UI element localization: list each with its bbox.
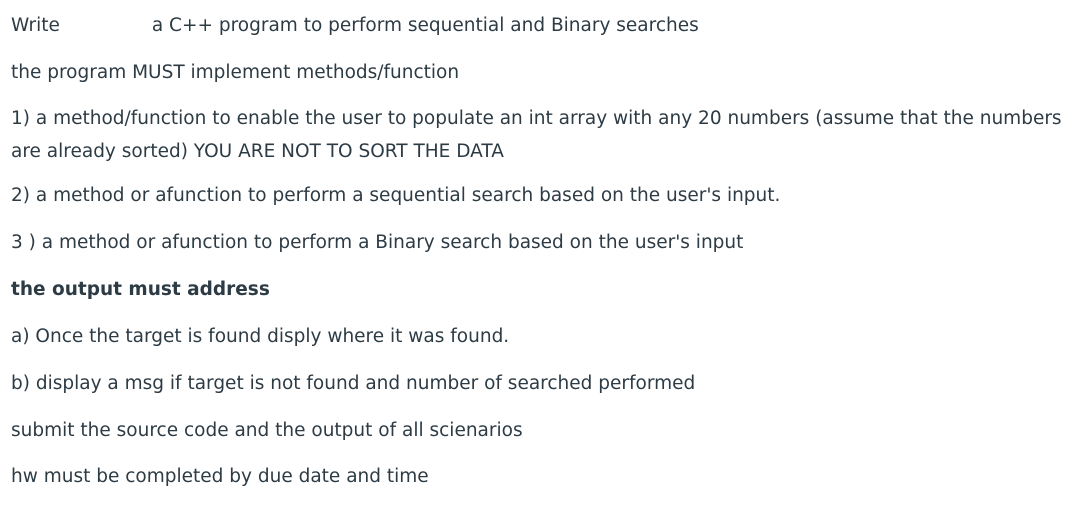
intro-write: Write: [11, 15, 60, 36]
intro-line: [11, 10, 699, 42]
deadline-line: hw must be completed by due date and time: [11, 466, 429, 487]
item-1: 1) a method/function to enable the user to populate an int array with any 20 numbers (assume that the numbers are already sorted) YOU ARE NOT TO SORT THE DATA: [11, 108, 1062, 162]
requirement-line: the program MUST implement methods/function: [11, 62, 460, 83]
output-heading: the output must address: [11, 279, 270, 300]
item-3: 3 ) a method or afunction to perform a Binary search based on the user's input: [11, 232, 744, 253]
item-2: 2) a method or afunction to perform a sequential search based on the user's input.: [11, 185, 781, 206]
output-a: a) Once the target is found disply where it was found.: [11, 326, 510, 347]
output-b: b) display a msg if target is not found and number of searched performed: [11, 373, 696, 394]
submit-line: submit the source code and the output of all scienarios: [11, 420, 523, 441]
intro-rest: a C++ program to perform sequential and Binary searches: [151, 15, 699, 36]
